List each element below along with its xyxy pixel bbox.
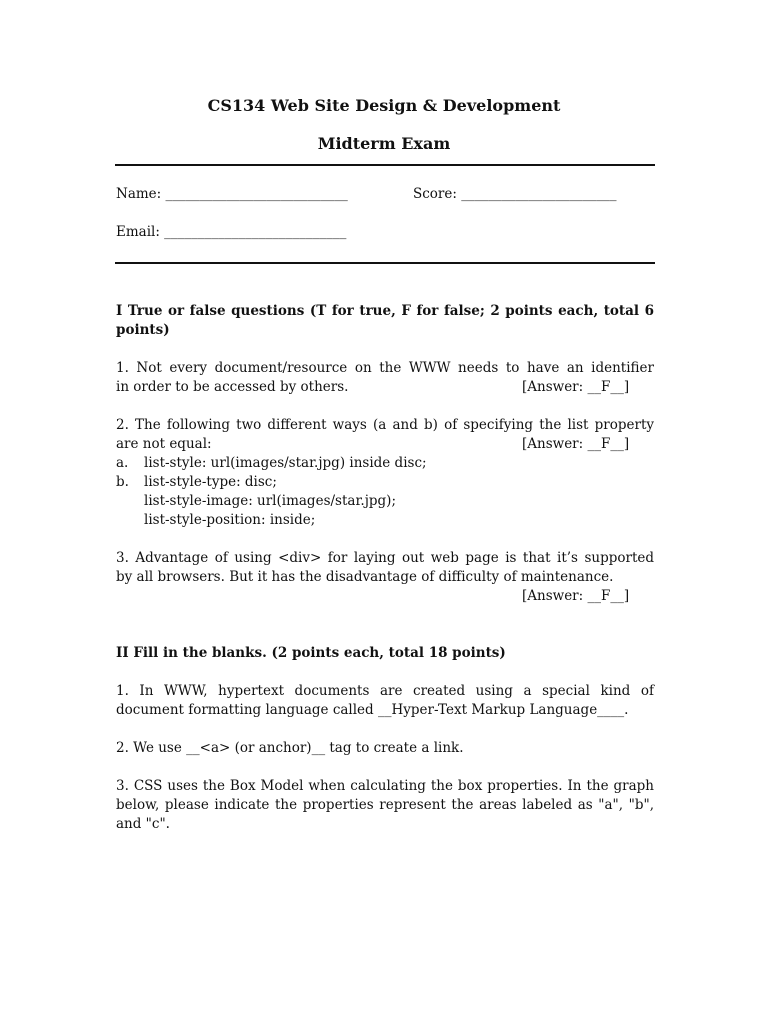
bottom-divider bbox=[115, 262, 655, 264]
tf-answer-3: [Answer: __F__] bbox=[522, 588, 630, 604]
top-divider bbox=[115, 164, 655, 166]
section1-heading: I True or false questions (T for true, F for false; 2 points each, total 6 bbox=[116, 303, 654, 319]
tf-question-1: 1. Not every document/resource on the WWW needs to have an identifier bbox=[116, 360, 654, 376]
score-field: Score: _______________________ bbox=[413, 186, 617, 202]
blank-question-3-cont: below, please indicate the properties represent the areas labeled as "a", "b", bbox=[116, 797, 654, 813]
option-b-marker: b. bbox=[116, 474, 129, 490]
tf-question-1-cont: in order to be accessed by others. bbox=[116, 379, 349, 395]
tf-question-3-cont: by all browsers. But it has the disadvantage of difficulty of maintenance. bbox=[116, 569, 614, 585]
course-title: CS134 Web Site Design & Development bbox=[207, 96, 561, 115]
blank-question-1-cont: document formatting language called __Hyper-Text Markup Language____. bbox=[116, 702, 629, 718]
tf-question-3: 3. Advantage of using <div> for laying out web page is that it’s supported bbox=[116, 550, 654, 566]
section1-heading-cont: points) bbox=[116, 322, 170, 338]
option-b-text-1: list-style-type: disc; bbox=[144, 474, 277, 490]
tf-question-2: 2. The following two different ways (a and b) of specifying the list property bbox=[116, 417, 654, 433]
blank-question-3-end: and "c". bbox=[116, 816, 170, 832]
option-b-text-3: list-style-position: inside; bbox=[144, 512, 316, 528]
section2-heading: II Fill in the blanks. (2 points each, total 18 points) bbox=[116, 645, 506, 661]
tf-question-2-cont: are not equal: bbox=[116, 436, 212, 452]
email-field: Email: ___________________________ bbox=[116, 224, 347, 240]
option-a-text: list-style: url(images/star.jpg) inside disc; bbox=[144, 455, 427, 471]
option-a-marker: a. bbox=[116, 455, 129, 471]
tf-answer-1: [Answer: __F__] bbox=[522, 379, 630, 395]
name-field: Name: ___________________________ bbox=[116, 186, 348, 202]
blank-question-1: 1. In WWW, hypertext documents are created using a special kind of bbox=[116, 683, 654, 699]
blank-question-3: 3. CSS uses the Box Model when calculating the box properties. In the graph bbox=[116, 778, 654, 794]
option-b-text-2: list-style-image: url(images/star.jpg); bbox=[144, 493, 396, 509]
exam-title: Midterm Exam bbox=[317, 134, 451, 153]
tf-answer-2: [Answer: __F__] bbox=[522, 436, 630, 452]
blank-question-2: 2. We use __<a> (or anchor)__ tag to create a link. bbox=[116, 740, 464, 756]
